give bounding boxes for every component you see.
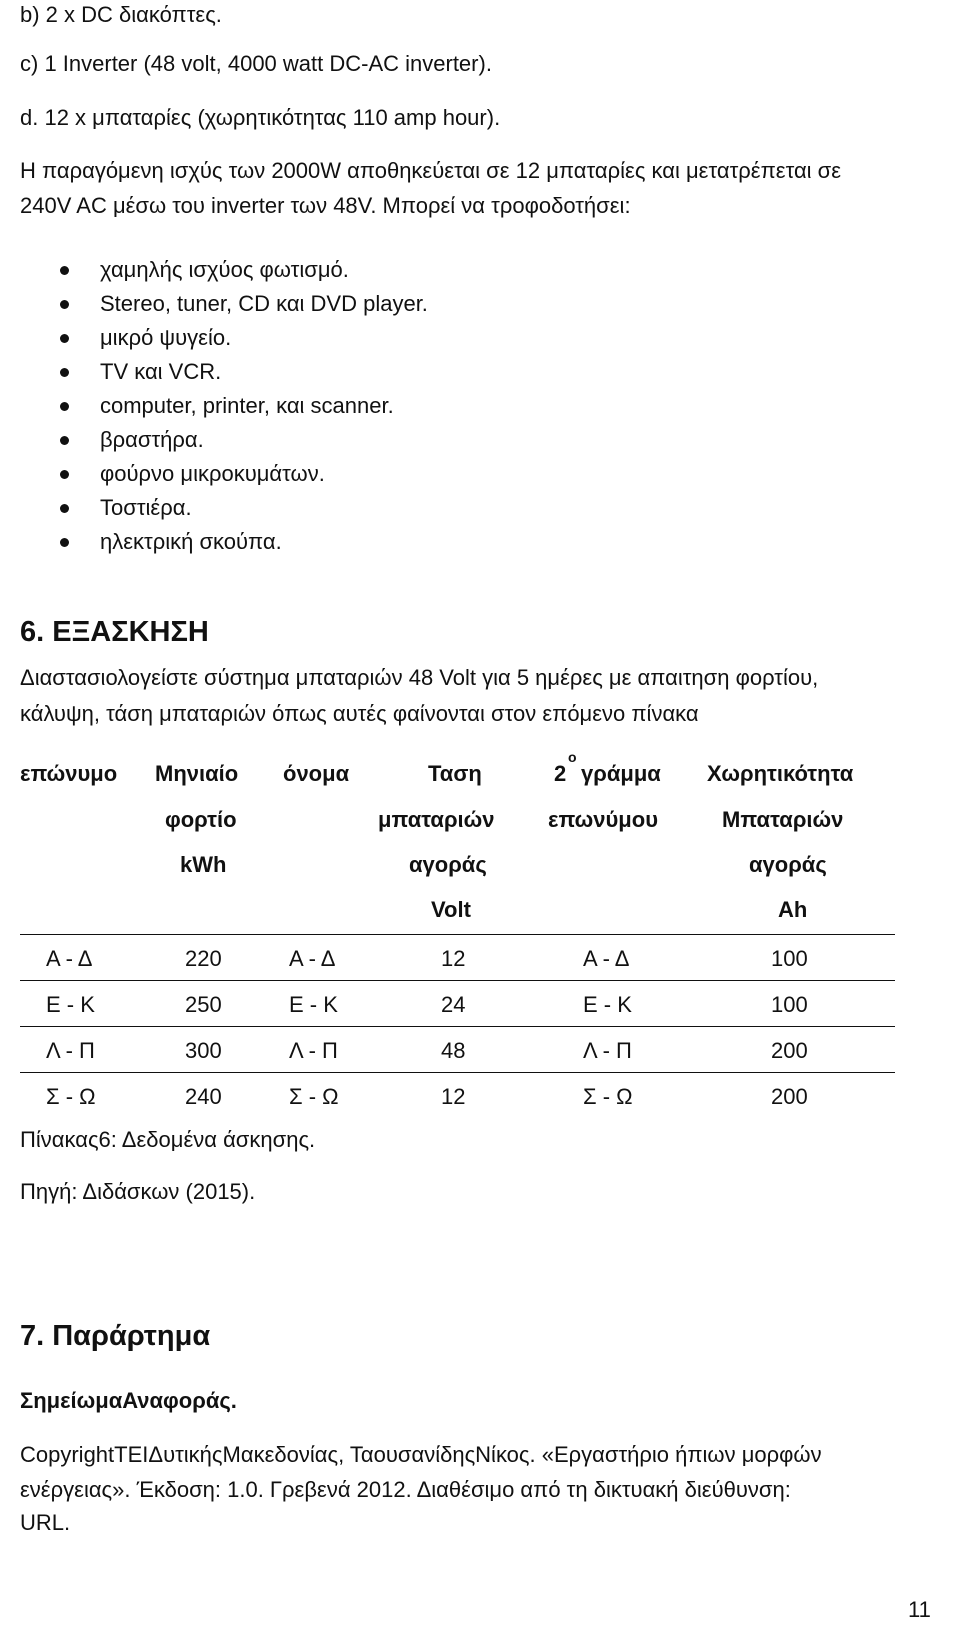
list-item-text: Stereo, tuner, CD και DVD player. — [100, 291, 428, 316]
bullet-dot — [60, 504, 69, 513]
list-item-text: χαμηλής ισχύος φωτισμό. — [100, 257, 349, 282]
section-6-title: 6. ΕΞΑΣΚΗΣΗ — [20, 616, 209, 648]
header-second-letter-superscript: ο — [568, 749, 577, 765]
table-cell: Λ - Π — [289, 1038, 338, 1063]
header-monthly-load: Μηνιαίο — [155, 761, 239, 786]
header-voltage: Ταση — [428, 761, 482, 786]
table-cell: 12 — [441, 1084, 466, 1109]
table-cell: Σ - Ω — [583, 1084, 633, 1109]
header-surname: επώνυμο — [20, 761, 118, 786]
section-6-line-1: Διαστασιολογείστε σύστημα μπαταριών 48 Volt για 5 ημέρες με απαιτηση φορτίου, — [20, 665, 819, 690]
table-cell: 100 — [771, 946, 808, 971]
list-item-text: βραστήρα. — [100, 427, 204, 452]
intro-line-d: d. 12 x μπαταρίες (χωρητικότητας 110 amp hour). — [20, 105, 501, 130]
table-cell: 48 — [441, 1038, 466, 1063]
list-item-text: φούρνο μικροκυμάτων. — [100, 461, 325, 486]
table-cell: Ε - Κ — [289, 992, 338, 1017]
table-cell: 240 — [185, 1084, 222, 1109]
header-voltage-2: μπαταριών — [378, 807, 495, 832]
page-number: 11 — [908, 1597, 931, 1622]
section-7-line-3: URL. — [20, 1510, 71, 1535]
table-source: Πηγή: Διδάσκων (2015). — [20, 1179, 256, 1204]
table-cell: 12 — [441, 946, 466, 971]
section-7-line-2: ενέργειας». Έκδοση: 1.0. Γρεβενά 2012. Διαθέσιμο από τη δικτυακή διεύθυνση: — [20, 1477, 791, 1502]
section-7-subtitle: ΣημείωμαΑναφοράς. — [20, 1388, 237, 1413]
table-cell: 250 — [185, 992, 222, 1017]
list-item-text: TV και VCR. — [100, 359, 222, 384]
header-monthly-load-2: φορτίο — [165, 807, 237, 832]
table-divider — [20, 934, 895, 935]
table-cell: Α - Δ — [46, 946, 93, 971]
bullet-dot — [60, 436, 69, 445]
table-cell: Ε - Κ — [46, 992, 95, 1017]
list-item-text: Τοστιέρα. — [100, 495, 192, 520]
bullet-dot — [60, 402, 69, 411]
intro-line-b: b) 2 x DC διακόπτες. — [20, 2, 222, 27]
header-capacity-3: αγοράς — [749, 852, 827, 877]
table-cell: 300 — [185, 1038, 222, 1063]
list-item-text: μικρό ψυγείο. — [100, 325, 232, 350]
table-cell: Λ - Π — [583, 1038, 632, 1063]
header-name: όνομα — [283, 761, 350, 786]
header-capacity-unit: Ah — [778, 897, 808, 922]
list-item-text: computer, printer, και scanner. — [100, 393, 394, 418]
header-second-letter-number: 2 — [554, 761, 567, 786]
table-cell: 200 — [771, 1038, 808, 1063]
header-monthly-load-unit: kWh — [180, 852, 227, 877]
list-item-text: ηλεκτρική σκούπα. — [100, 529, 282, 554]
bullet-dot — [60, 266, 69, 275]
header-capacity-2: Μπαταριών — [722, 807, 844, 832]
header-second-letter: γράμμα — [581, 761, 661, 786]
table-cell: 100 — [771, 992, 808, 1017]
paragraph-line-1: Η παραγόμενη ισχύς των 2000W αποθηκεύεται σε 12 μπαταρίες και μετατρέπεται σε — [20, 158, 842, 183]
paragraph-line-2: 240V AC μέσω του inverter των 48V. Μπορεί να τροφοδοτήσει: — [20, 193, 631, 218]
table-cell: Σ - Ω — [289, 1084, 339, 1109]
table-cell: Λ - Π — [46, 1038, 95, 1063]
table-cell: 24 — [441, 992, 466, 1017]
header-voltage-unit: Volt — [431, 897, 471, 922]
table-divider — [20, 980, 895, 981]
table-cell: Α - Δ — [289, 946, 336, 971]
bullet-dot — [60, 470, 69, 479]
table-cell: 220 — [185, 946, 222, 971]
bullet-dot — [60, 538, 69, 547]
table-divider — [20, 1072, 895, 1073]
table-divider — [20, 1026, 895, 1027]
table-cell: Σ - Ω — [46, 1084, 96, 1109]
header-second-letter-2: επωνύμου — [548, 807, 658, 832]
table-caption: Πίνακας6: Δεδομένα άσκησης. — [20, 1127, 316, 1152]
header-capacity: Χωρητικότητα — [707, 761, 854, 786]
section-7-title: 7. Παράρτημα — [20, 1320, 211, 1352]
table-cell: 200 — [771, 1084, 808, 1109]
section-7-line-1: CopyrightΤΕΙΔυτικήςΜακεδονίας, ΤαουσανίδηςΝίκος. «Εργαστήριο ήπιων μορφών — [20, 1442, 822, 1467]
bullet-dot — [60, 334, 69, 343]
bullet-dot — [60, 300, 69, 309]
header-voltage-3: αγοράς — [409, 852, 487, 877]
table-cell: Α - Δ — [583, 946, 630, 971]
section-6-line-2: κάλυψη, τάση μπαταριών όπως αυτές φαίνονται στον επόμενο πίνακα — [20, 701, 699, 726]
table-cell: Ε - Κ — [583, 992, 632, 1017]
bullet-dot — [60, 368, 69, 377]
intro-line-c: c) 1 Inverter (48 volt, 4000 watt DC-AC inverter). — [20, 51, 492, 76]
